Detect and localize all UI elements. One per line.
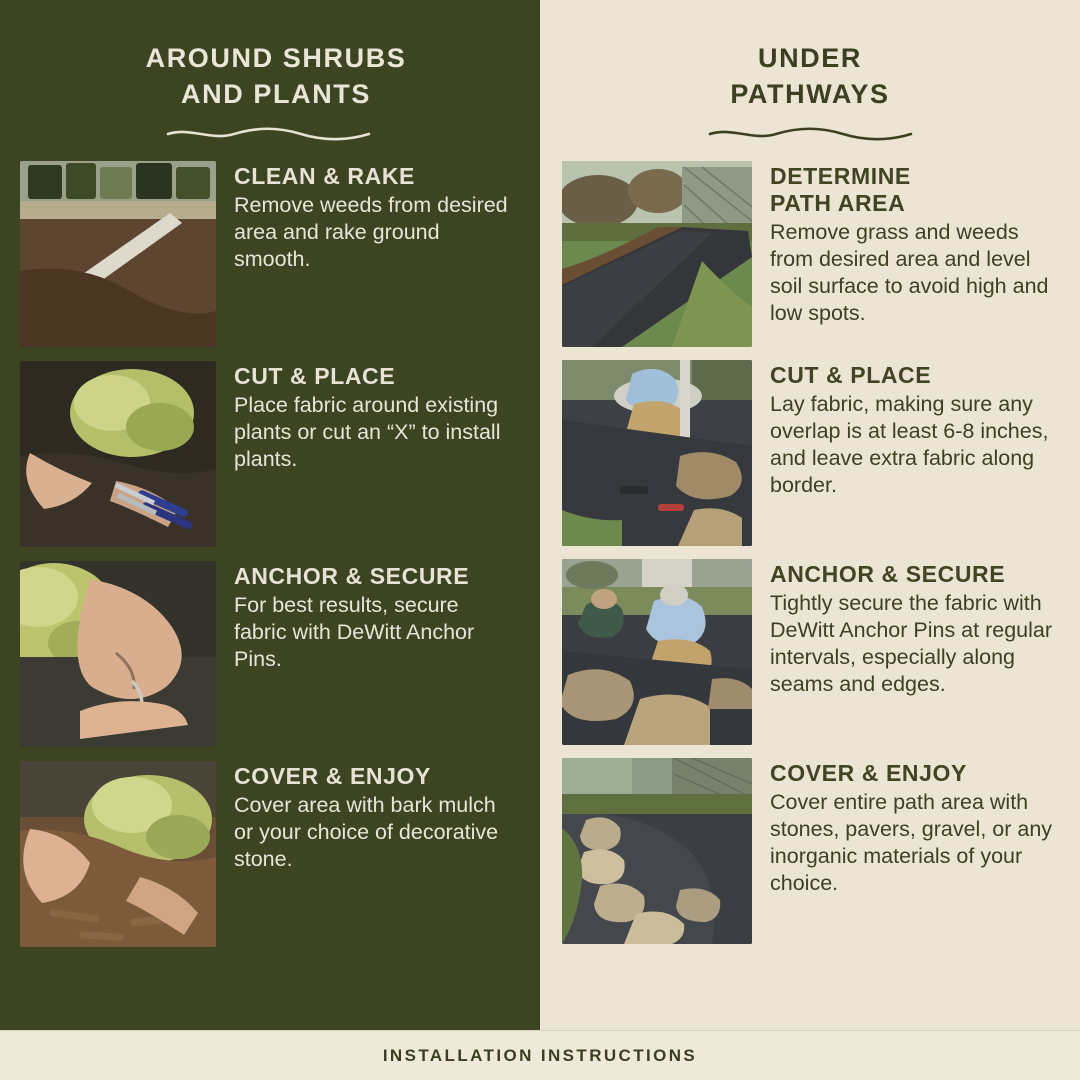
list-item — [562, 161, 1058, 347]
list-item — [20, 161, 516, 347]
step-body: Place fabric around existing plants or cut an “X” to install plants. — [234, 393, 501, 472]
step-text — [216, 561, 516, 673]
step-heading: COVER & ENJOY — [770, 759, 967, 786]
step-text — [752, 360, 1058, 499]
right-column-title-line2: PATHWAYS — [730, 79, 890, 110]
step-body: Remove weeds from desired area and rake ground smooth. — [234, 193, 508, 272]
step-body: Lay fabric, making sure any overlap is at least 6-8 inches, and leave extra fabric along border. — [770, 392, 1049, 498]
right-column-title-line1: UNDER — [757, 43, 862, 73]
list-item — [20, 761, 516, 947]
left-steps-list — [20, 161, 516, 961]
step-body: Tightly secure the fabric with DeWitt Anchor Pins at regular intervals, especially along seams and edges. — [770, 591, 1053, 697]
step-body: For best results, secure fabric with DeWitt Anchor Pins. — [234, 593, 475, 672]
step-heading-line2: PATH AREA — [770, 190, 906, 216]
list-item — [562, 758, 1058, 944]
wavy-divider-icon — [166, 127, 371, 141]
path-area-fabric-rolled-photo — [562, 161, 752, 347]
step-heading-line1: DETERMINE — [770, 162, 911, 189]
mulch-cover-shrub-photo — [20, 761, 216, 947]
step-body: Cover area with bark mulch or your choice of decorative stone. — [234, 793, 499, 872]
laying-fabric-on-path-photo — [562, 360, 752, 546]
step-text — [752, 758, 1058, 897]
cutting-fabric-around-shrub-photo — [20, 361, 216, 547]
step-heading: CUT & PLACE — [234, 362, 396, 389]
list-item — [20, 561, 516, 747]
step-text — [752, 161, 1058, 328]
footer-label: INSTALLATION INSTRUCTIONS — [382, 1045, 698, 1065]
step-text — [216, 361, 516, 473]
step-text — [216, 761, 516, 873]
step-heading: COVER & ENJOY — [234, 762, 431, 789]
right-column-under-pathways — [540, 0, 1080, 1030]
securing-fabric-with-pins-photo — [562, 559, 752, 745]
left-column-title — [20, 40, 516, 113]
step-body: Cover entire path area with stones, pavers, gravel, or any inorganic materials of your choice. — [770, 790, 1053, 896]
right-steps-list — [562, 161, 1058, 957]
right-column-title — [562, 40, 1058, 113]
left-column-title-line2: AND PLANTS — [181, 79, 371, 110]
step-heading: CUT & PLACE — [770, 361, 932, 388]
left-column-title-line1: AROUND SHRUBS — [145, 43, 407, 73]
footer-bar — [0, 1030, 1080, 1080]
step-text — [752, 559, 1058, 698]
finished-stone-pathway-photo — [562, 758, 752, 944]
step-heading — [770, 163, 1058, 217]
list-item — [562, 559, 1058, 745]
step-heading: CLEAN & RAKE — [234, 162, 415, 189]
rake-on-soil-photo — [20, 161, 216, 347]
left-column-around-shrubs — [0, 0, 540, 1030]
anchor-pin-install-photo — [20, 561, 216, 747]
wavy-divider-icon — [708, 127, 913, 141]
step-heading: ANCHOR & SECURE — [770, 560, 1006, 587]
list-item — [562, 360, 1058, 546]
step-text — [216, 161, 516, 273]
step-heading: ANCHOR & SECURE — [234, 562, 470, 589]
list-item — [20, 361, 516, 547]
step-body: Remove grass and weeds from desired area and level soil surface to avoid high and low spots. — [770, 220, 1049, 326]
